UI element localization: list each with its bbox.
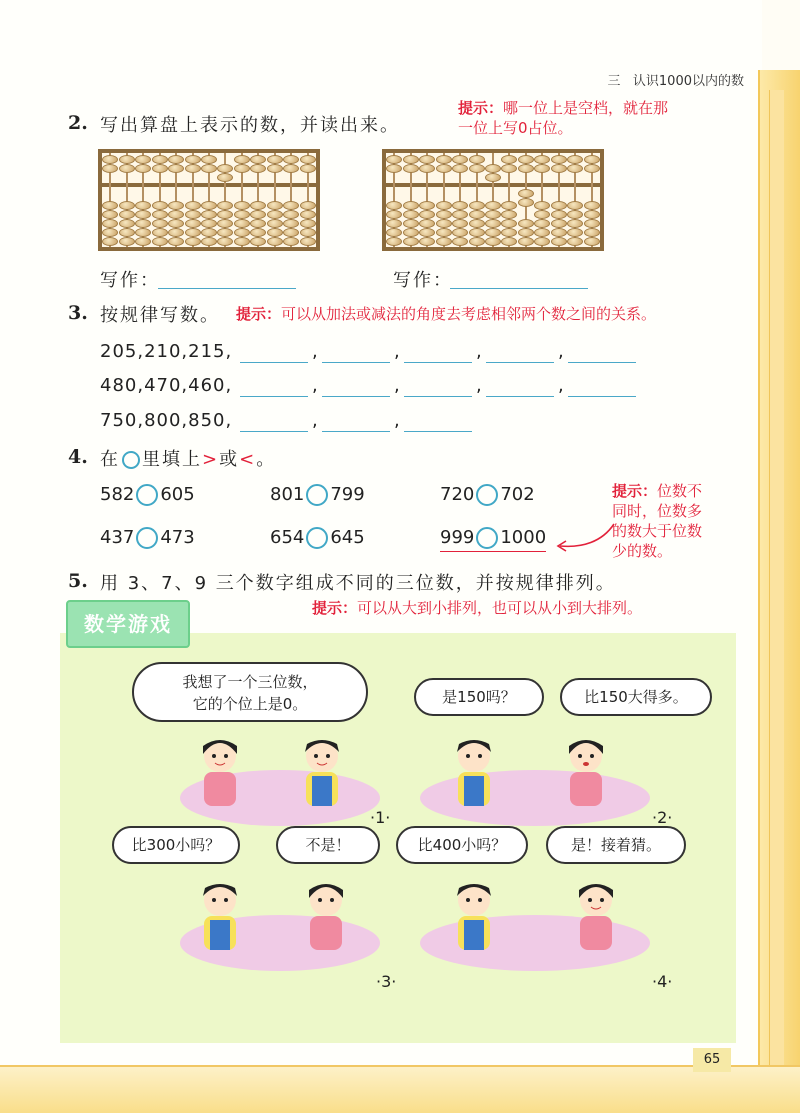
abacus-bead [135,228,151,237]
q2-answer-blank-1[interactable] [158,288,296,289]
compare-right: 1000 [500,527,547,548]
q5-hint-text: 可以从大到小排列，也可以从小到大排列。 [357,599,643,617]
abacus-bead [102,155,118,164]
page-edge-inner [769,90,784,1113]
girl-figure [556,732,616,812]
panel-number-1: ·1· [370,808,391,827]
bottom-edge [0,1065,800,1113]
abacus-bead [250,164,266,173]
q3-comma: , [558,341,565,362]
abacus-bead [217,164,233,173]
panel-number-3: ·3· [376,972,397,991]
abacus-bead [135,237,151,246]
abacus-bead [119,155,135,164]
abacus-bead [386,164,402,173]
compare-left: 720 [440,484,475,505]
abacus-bead [584,164,600,173]
hint-arrow-icon [552,520,618,552]
abacus-bead [152,210,168,219]
abacus-bead [234,228,250,237]
compare-circle[interactable] [306,527,328,549]
abacus-bead [300,228,316,237]
abacus-bead [234,237,250,246]
abacus-bead [403,201,419,210]
abacus-bead [168,155,184,164]
abacus-bead [469,201,485,210]
abacus-bead [501,237,517,246]
abacus-bead [386,219,402,228]
abacus-bead [534,155,550,164]
abacus-left [98,149,320,251]
q4-or: 或 [219,449,240,470]
girl-figure [566,876,626,956]
abacus-bead [403,219,419,228]
abacus-bead [201,219,217,228]
abacus-bead [436,164,452,173]
boy-figure [444,876,504,956]
abacus-bead [551,210,567,219]
abacus-bead [267,210,283,219]
q5-number: 5. [68,570,88,592]
abacus-bead [386,237,402,246]
abacus-bead [217,237,233,246]
abacus-bead [119,219,135,228]
abacus-bead [185,237,201,246]
abacus-bead [300,210,316,219]
panel-number-2: ·2· [652,808,673,827]
abacus-bead [102,237,118,246]
q2-hint-line2: 一位上写0占位。 [458,119,573,137]
abacus-bead [267,155,283,164]
q5-hint [312,597,642,618]
abacus-bead [534,210,550,219]
abacus-bead [419,219,435,228]
abacus-bead [452,164,468,173]
abacus-bead [551,219,567,228]
abacus-bead [283,210,299,219]
compare-left: 654 [270,527,305,548]
abacus-bead [551,228,567,237]
q2-hint-label: 提示： [458,99,504,117]
q2-hint [458,98,668,138]
q3-text: 按规律写数。 [100,305,220,326]
abacus-bead [102,219,118,228]
girl-figure [296,876,356,956]
q3-row-2: 480,470,460, [100,375,233,396]
q3-comma: , [312,341,319,362]
q3-hint-label: 提示： [236,305,282,323]
bubble-text: 我想了一个三位数， [182,673,318,691]
abacus-bead [403,228,419,237]
abacus-bead [551,237,567,246]
abacus-bead [168,201,184,210]
gt-symbol: > [202,449,220,470]
speech-bubble-3: 比150大得多。 [560,678,712,716]
q4-hint-l2: 同时，位数多 [612,502,703,520]
abacus-bead [518,155,534,164]
abacus-bead [518,237,534,246]
abacus-bead [250,228,266,237]
q3-blank[interactable] [486,396,554,397]
abacus-bead [119,164,135,173]
q3-blank[interactable] [240,362,308,363]
abacus-bead [501,210,517,219]
abacus-bead [419,228,435,237]
compare-right: 799 [330,484,365,505]
circle-icon [122,451,140,469]
abacus-bead [534,201,550,210]
q4-hint-label: 提示： [612,482,658,500]
abacus-bead [551,155,567,164]
compare-left: 437 [100,527,135,548]
abacus-bead [119,201,135,210]
abacus-bead [152,201,168,210]
compare-item [100,527,195,549]
abacus-bead [584,210,600,219]
abacus-right [382,149,604,251]
q3-blank[interactable] [486,362,554,363]
abacus-bead [250,201,266,210]
abacus-bead [436,210,452,219]
abacus-bead [452,237,468,246]
abacus-bead [152,237,168,246]
abacus-bead [436,201,452,210]
abacus-bead [501,164,517,173]
q3-blank[interactable] [322,362,390,363]
abacus-bead [283,164,299,173]
abacus-bead [300,237,316,246]
q5-text: 用 3、7、9 三个数字组成不同的三位数，并按规律排列。 [100,573,616,594]
abacus-bead [485,201,501,210]
abacus-bead [485,237,501,246]
abacus-bead [185,210,201,219]
abacus-bead [267,228,283,237]
abacus-bead [518,198,534,207]
abacus-bead [469,237,485,246]
q4-hint-l3: 的数大于位数 [612,522,703,540]
speech-bubble-2: 是150吗？ [414,678,544,716]
abacus-bead [584,155,600,164]
q3-row-3: 750,800,850, [100,410,233,431]
q4-hint [612,481,702,561]
abacus-bead [452,228,468,237]
abacus-bead [168,237,184,246]
abacus-bead [551,164,567,173]
compare-left: 999 [440,527,475,548]
abacus-bead [119,237,135,246]
abacus-bead [168,228,184,237]
abacus-bead [485,210,501,219]
q2-answer-blank-2[interactable] [450,288,588,289]
abacus-bead [534,164,550,173]
q3-comma: , [312,375,319,396]
abacus-bead [250,237,266,246]
abacus-bead [403,237,419,246]
compare-right: 605 [160,484,195,505]
q3-comma: , [476,341,483,362]
page-number: 65 [693,1048,731,1072]
abacus-bead [551,201,567,210]
boy-figure [292,732,352,812]
q2-hint-line1: 哪一位上是空档，就在那 [503,99,669,117]
q3-blank[interactable] [240,431,308,432]
q2-number: 2. [68,112,88,134]
panel-number-4: ·4· [652,972,673,991]
q3-blank[interactable] [404,362,472,363]
abacus-bead [135,155,151,164]
chapter-title: 认识1000以内的数 [632,74,744,89]
q3-blank[interactable] [404,396,472,397]
abacus-bead [403,164,419,173]
compare-left: 582 [100,484,135,505]
compare-circle[interactable] [476,484,498,506]
q2-write-label-1: 写作： [100,270,160,291]
abacus-bead [185,164,201,173]
abacus-bead [102,228,118,237]
compare-right: 702 [500,484,535,505]
q3-comma: , [558,375,565,396]
q4-hint-l1: 位数不 [657,482,703,500]
abacus-bead [567,219,583,228]
abacus-bead [300,164,316,173]
abacus-bead [469,210,485,219]
abacus-bead [152,155,168,164]
abacus-bead [403,155,419,164]
q3-comma: , [476,375,483,396]
abacus-bead [469,219,485,228]
speech-bubble-6: 比400小吗？ [396,826,528,864]
abacus-bead [386,201,402,210]
abacus-bead [419,210,435,219]
abacus-bead [119,228,135,237]
q3-comma: , [394,341,401,362]
q5-hint-label: 提示： [312,599,358,617]
q3-blank[interactable] [568,362,636,363]
compare-circle[interactable] [136,527,158,549]
abacus-bead [267,164,283,173]
compare-item [270,484,365,506]
speech-bubble-5: 不是！ [276,826,380,864]
speech-bubble-4: 比300小吗？ [112,826,240,864]
abacus-bead [469,155,485,164]
abacus-bead [201,237,217,246]
abacus-bead [168,164,184,173]
abacus-bead [436,155,452,164]
abacus-bead [386,210,402,219]
abacus-bead [135,219,151,228]
compare-item [270,527,365,549]
abacus-bead [584,237,600,246]
abacus-bead [386,155,402,164]
lt-symbol: < [239,449,257,470]
abacus-bead [119,210,135,219]
compare-right: 645 [330,527,365,548]
abacus-bead [485,173,501,182]
q3-blank[interactable] [322,431,390,432]
abacus-bead [283,201,299,210]
abacus-bead [201,228,217,237]
abacus-bead [501,219,517,228]
abacus-bead [135,164,151,173]
abacus-bead [283,228,299,237]
abacus-bead [518,228,534,237]
abacus-bead [168,219,184,228]
abacus-bead [283,155,299,164]
abacus-bead [168,210,184,219]
abacus-bead [567,237,583,246]
boy-figure [190,876,250,956]
abacus-bead [452,219,468,228]
abacus-bead [584,228,600,237]
abacus-bead [386,228,402,237]
abacus-bead [185,219,201,228]
q3-blank[interactable] [322,396,390,397]
abacus-bead [135,201,151,210]
q4-number: 4. [68,446,88,468]
compare-circle[interactable] [476,527,498,549]
abacus-bead [436,237,452,246]
abacus-bead [534,219,550,228]
abacus-bead [584,219,600,228]
abacus-bead [217,228,233,237]
abacus-bead [250,155,266,164]
abacus-bead [300,201,316,210]
abacus-bead [234,219,250,228]
abacus-bead [501,201,517,210]
abacus-bead [250,219,266,228]
abacus-bead [567,155,583,164]
abacus-bead [185,155,201,164]
abacus-bead [300,155,316,164]
abacus-bead [234,201,250,210]
q3-hint-text: 可以从加法或减法的角度去考虑相邻两个数之间的关系。 [281,305,657,323]
abacus-bead [135,210,151,219]
abacus-bead [567,201,583,210]
abacus-bead [201,210,217,219]
abacus-bead [102,210,118,219]
compare-left: 801 [270,484,305,505]
q3-row-1: 205,210,215, [100,341,233,362]
abacus-bead [217,173,233,182]
abacus-bead [201,155,217,164]
abacus-bead [217,210,233,219]
abacus-bead [419,237,435,246]
abacus-bead [152,228,168,237]
abacus-bead [501,155,517,164]
abacus-bead [518,219,534,228]
q3-hint [236,303,656,324]
speech-bubble-1 [132,662,368,722]
math-game-title: 数学游戏 [66,600,190,648]
abacus-bead [152,219,168,228]
abacus-bead [283,219,299,228]
abacus-bead [584,201,600,210]
q3-comma: , [312,410,319,431]
abacus-bead [267,201,283,210]
abacus-bead [469,228,485,237]
abacus-bead [217,201,233,210]
abacus-bead [485,228,501,237]
abacus-bead [452,201,468,210]
chapter-number: 三 [607,74,621,89]
abacus-bead [300,219,316,228]
abacus-bead [201,164,217,173]
q2-text: 写出算盘上表示的数，并读出来。 [100,115,400,136]
girl-figure [190,732,250,812]
compare-circle[interactable] [136,484,158,506]
q3-blank[interactable] [568,396,636,397]
abacus-bead [419,155,435,164]
q4-text [100,445,276,471]
abacus-bead [485,219,501,228]
abacus-bead [518,164,534,173]
q3-blank[interactable] [404,431,472,432]
compare-item [440,484,535,506]
abacus-bead [534,228,550,237]
abacus-bead [283,237,299,246]
abacus-bead [234,210,250,219]
abacus-bead [185,201,201,210]
compare-right: 473 [160,527,195,548]
abacus-bead [102,201,118,210]
abacus-bead [234,164,250,173]
abacus-bead [485,164,501,173]
abacus-bead [518,189,534,198]
abacus-bead [201,201,217,210]
abacus-bead [234,155,250,164]
chapter-header [607,70,744,89]
q2-write-label-2: 写作： [393,270,453,291]
abacus-bead [501,228,517,237]
q3-number: 3. [68,302,88,324]
abacus-bead [534,237,550,246]
abacus-bead [567,164,583,173]
compare-item [440,527,546,552]
q3-comma: , [394,410,401,431]
abacus-bead [419,201,435,210]
abacus-bead [250,210,266,219]
abacus-bead [436,228,452,237]
abacus-bead [452,210,468,219]
abacus-bead [567,228,583,237]
abacus-bead [567,210,583,219]
abacus-bead [452,155,468,164]
abacus-bead [419,164,435,173]
speech-bubble-7: 是！接着猜。 [546,826,686,864]
abacus-bead [217,219,233,228]
q4-text-before: 在 [100,449,120,470]
compare-item [100,484,195,506]
abacus-bead [267,219,283,228]
abacus-bead [403,210,419,219]
abacus-bead [185,228,201,237]
boy-figure [444,732,504,812]
bubble-text: 它的个位上是0。 [192,695,308,713]
q3-blank[interactable] [240,396,308,397]
abacus-bead [267,237,283,246]
abacus-bead [152,164,168,173]
abacus-bead [436,219,452,228]
abacus-bead [469,164,485,173]
q4-period: 。 [256,449,277,470]
abacus-bead [102,164,118,173]
q4-text-after: 里填上 [142,449,202,470]
q3-comma: , [394,375,401,396]
q4-hint-l4: 少的数。 [612,542,673,560]
compare-circle[interactable] [306,484,328,506]
